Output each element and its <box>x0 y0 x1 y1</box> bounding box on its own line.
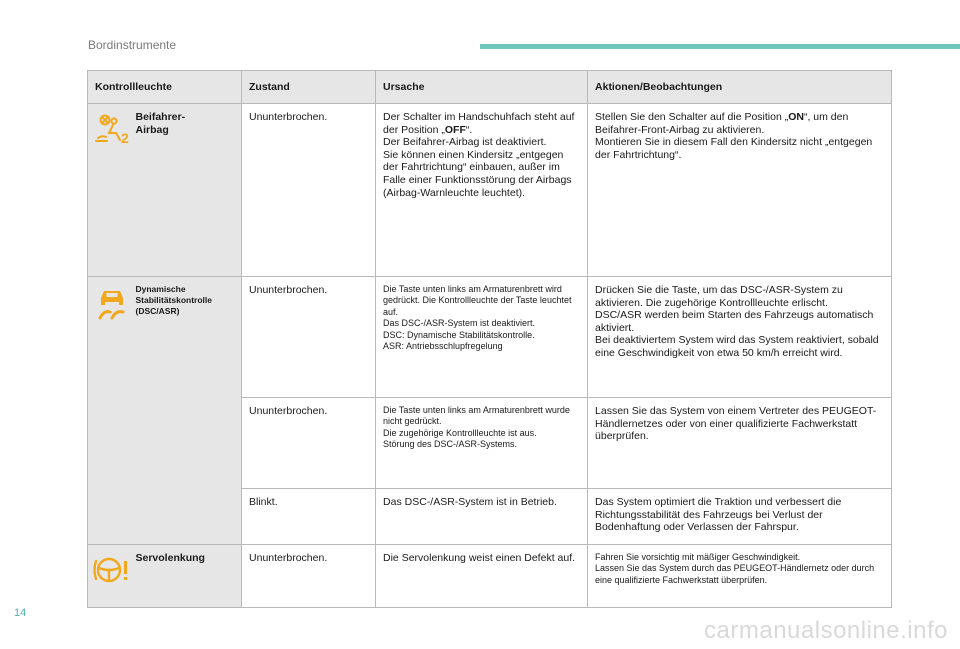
icon-cell <box>88 277 136 545</box>
state-cell: Blinkt. <box>242 489 376 545</box>
column-header: Ursache <box>376 71 588 104</box>
icon-cell <box>88 104 136 277</box>
watermark: carmanualsonline.info <box>704 617 948 644</box>
column-header: Aktionen/Beobachtungen <box>588 71 892 104</box>
action-cell: Stellen Sie den Schalter auf die Position „ON“, um den Beifahrer-Front-Airbag zu aktivieren. Montieren Sie in diesem Fall den Kindersitz nicht „entgegen der Fahrtrichtung“. <box>588 104 892 277</box>
action-cell: Lassen Sie das System von einem Vertreter des PEUGEOT-Händlernetzes oder von einer qualifizierte Fachwerkstatt überprüfen. <box>588 398 892 489</box>
section-title: Bordinstrumente <box>88 38 177 52</box>
airbag-off-icon <box>94 114 130 144</box>
header-accent-bar <box>480 44 960 49</box>
table-row <box>88 277 892 398</box>
light-name: Dynamische Stabilitätskontrolle (DSC/ASR) <box>136 277 242 545</box>
table-row <box>88 104 892 277</box>
state-cell: Ununterbrochen. <box>242 277 376 398</box>
warning-lights-table <box>87 70 892 608</box>
table-header-row <box>88 71 892 104</box>
light-name: Servolenkung <box>136 545 242 608</box>
cause-cell: Das DSC-/ASR-System ist in Betrieb. <box>376 489 588 545</box>
cause-cell: Der Schalter im Handschuhfach steht auf der Position „OFF“. Der Beifahrer-Airbag ist deaktiviert. Sie können einen Kindersitz „entgegen der Fahrtrichtung“ einbauen, außer im Falle einer Funktionsstörung der Airbags (Airbag-Warnleuchte leuchtet). <box>376 104 588 277</box>
cause-cell: Die Servolenkung weist einen Defekt auf. <box>376 545 588 608</box>
cause-cell: Die Taste unten links am Armaturenbrett wurde nicht gedrückt. Die zugehörige Kontrollleuchte ist aus. Störung des DSC-/ASR-Systems. <box>376 398 588 489</box>
action-cell: Drücken Sie die Taste, um das DSC-/ASR-System zu aktivieren. Die zugehörige Kontrollleuchte erlischt. DSC/ASR werden beim Starten des Fahrzeugs automatisch aktiviert. Bei deaktiviertem System wird das System reaktiviert, sobald eine Geschwindigkeit von etwa 50 km/h erreicht wird. <box>588 277 892 398</box>
column-header: Kontrollleuchte <box>88 71 242 104</box>
state-cell: Ununterbrochen. <box>242 398 376 489</box>
table-row <box>88 545 892 608</box>
skidding-car-icon <box>97 287 127 321</box>
state-cell: Ununterbrochen. <box>242 545 376 608</box>
steering-warning-icon <box>93 555 131 585</box>
svg-text:2: 2 <box>120 130 129 144</box>
light-name: Beifahrer- Airbag <box>136 104 242 277</box>
cause-cell: Die Taste unten links am Armaturenbrett wird gedrückt. Die Kontrollleuchte der Taste leuchtet auf. Das DSC-/ASR-System ist deaktiviert. DSC: Dynamische Stabilitätskontrolle. ASR: Antriebsschlupfregelung <box>376 277 588 398</box>
state-cell: Ununterbrochen. <box>242 104 376 277</box>
column-header: Zustand <box>242 71 376 104</box>
page-number: 14 <box>14 607 27 619</box>
action-cell: Fahren Sie vorsichtig mit mäßiger Geschwindigkeit. Lassen Sie das System durch das PEUGEOT-Händlernetz oder durch eine qualifizierte Fachwerkstatt überprüfen. <box>588 545 892 608</box>
icon-cell <box>88 545 136 608</box>
action-cell: Das System optimiert die Traktion und verbessert die Richtungsstabilität des Fahrzeugs bei Verlust der Bodenhaftung oder Verlassen der Fahrspur. <box>588 489 892 545</box>
